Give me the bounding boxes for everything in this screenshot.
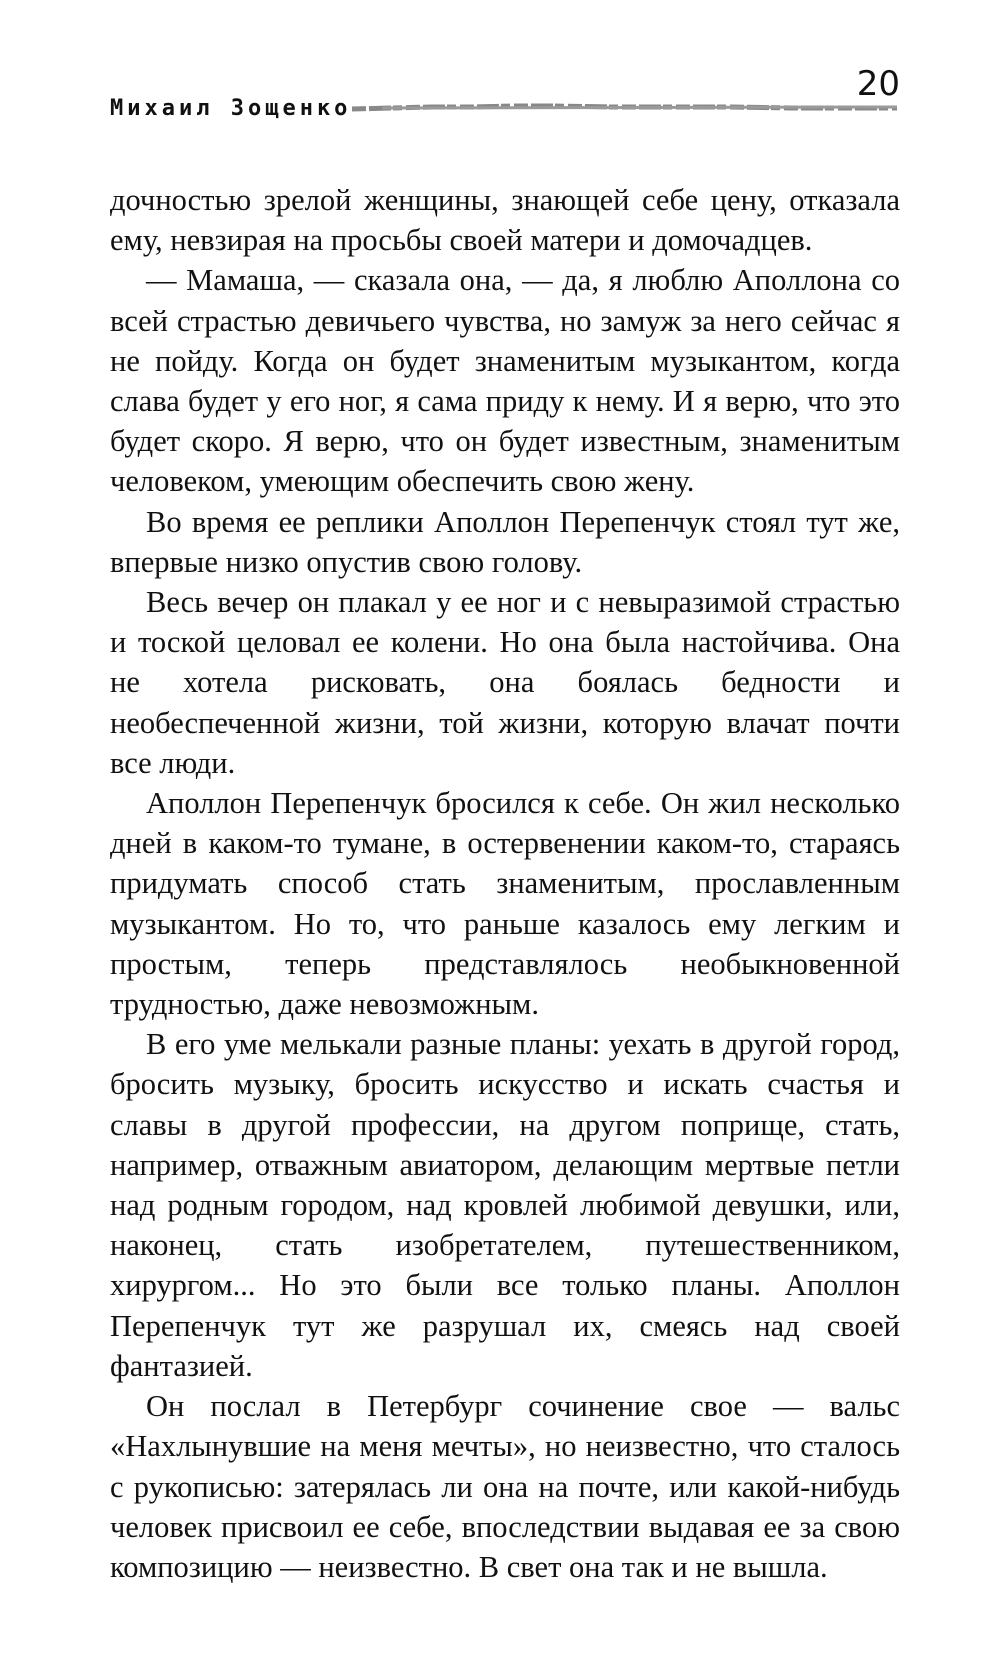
paragraph: Весь вечер он плакал у ее ног и с невыразимой страстью и тоской целовал ее колени. Но она была настойчива. Она не хотела рисковать, она боялась бедности и необеспеченной жизни, той жизни, которую влачат почти все люди. [110,585,900,780]
running-head [110,96,900,130]
page-number: 20 [856,64,900,104]
running-head-rule [352,100,897,114]
paragraph: Во время ее реплики Аполлон Перепенчук стоял тут же, впервые низко опустив свою голову. [110,504,900,579]
paragraph: дочностью зрелой женщины, знающей себе цену, отказала ему, невзирая на просьбы своей матери и домочадцев. [110,183,900,258]
running-head-author: Михаил Зощенко [110,96,352,121]
body-text [110,180,900,1587]
paragraph: — Мамаша, — сказала она, — да, я люблю Аполлона со всей страстью девичьего чувства, но замуж за него сейчас я не пойду. Когда он будет знаменитым музыкантом, когда слава будет у его ног, я сама приду к нему. И я верю, что это будет скоро. Я верю, что он будет известным, знаменитым человеком, умеющим обеспечить свою жену. [110,263,900,499]
paragraph: Аполлон Перепенчук бросился к себе. Он жил несколько дней в каком-то тумане, в остервенении каком-то, стараясь придумать способ стать знаменитым, прославленным музыкантом. Но то, что раньше казалось ему легким и простым, теперь представлялось необыкновенной трудностью, даже невозможным. [110,786,900,1022]
paragraph: Он послал в Петербург сочинение свое — вальс «Нахлынувшие на меня мечты», но неизвестно, что сталось с рукописью: затерялась ли она на почте, или какой-нибудь человек присвоил ее себе, впоследствии выдавая ее за свою композицию — неизвестно. В свет она так и не вышла. [110,1389,900,1584]
paragraph: В его уме мелькали разные планы: уехать в другой город, бросить музыку, бросить искусство и искать счастья и славы в другой профессии, на другом поприще, стать, например, отважным авиатором, делающим мертвые петли над родным городом, над кровлей любимой девушки, или, наконец, стать изобретателем, путешественником, хирургом... Но это были все только планы. Аполлон Перепенчук тут же разрушал их, смеясь над своей фантазией. [110,1027,900,1383]
